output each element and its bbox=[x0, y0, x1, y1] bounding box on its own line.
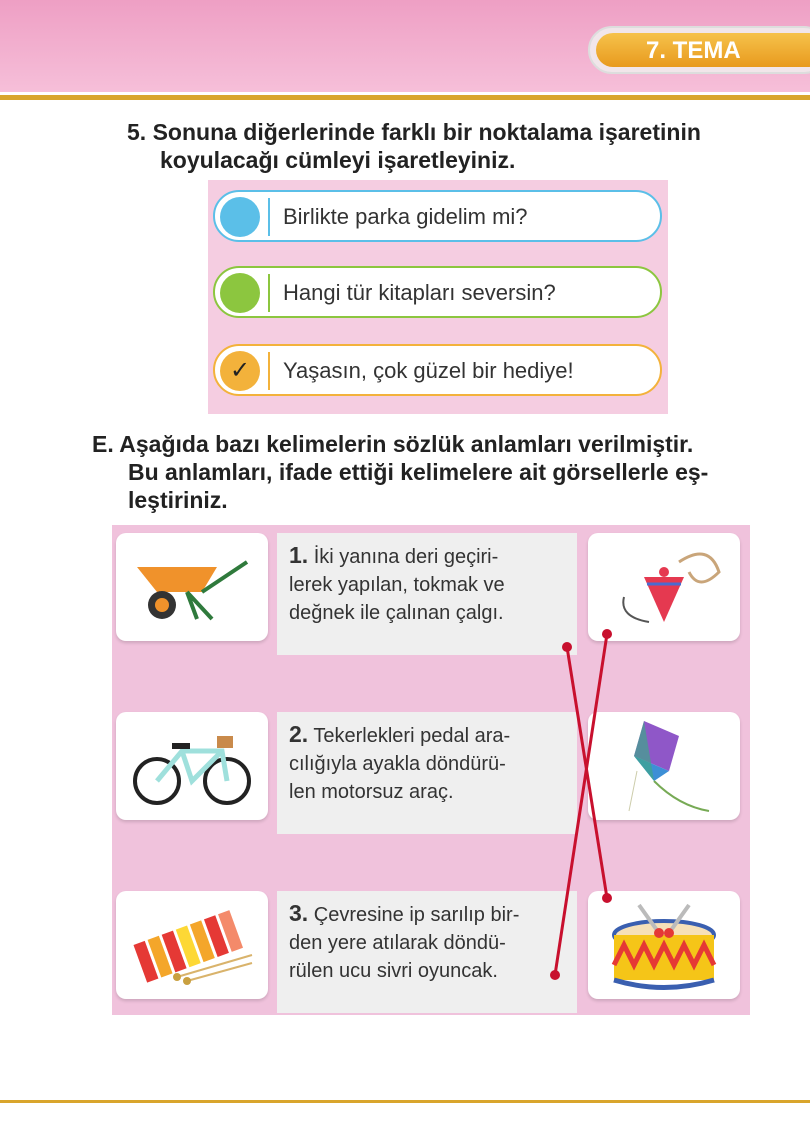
question-text: leştiriniz. bbox=[128, 487, 228, 513]
header-divider bbox=[0, 95, 810, 100]
match-dot bbox=[562, 642, 572, 652]
options-panel bbox=[208, 180, 668, 414]
option-text: Hangi tür kitapları seversin? bbox=[283, 280, 556, 305]
definition-line: değnek ile çalınan çalgı. bbox=[289, 602, 504, 624]
match-line-3-top bbox=[555, 634, 607, 975]
matching-panel bbox=[112, 525, 750, 1015]
question-text: Aşağıda bazı kelimelerin sözlük anlamları verilmiştir. bbox=[119, 431, 694, 457]
match-dot bbox=[602, 893, 612, 903]
match-dot bbox=[550, 970, 560, 980]
definition-number: 2. bbox=[289, 721, 309, 747]
option-3[interactable] bbox=[213, 344, 662, 396]
match-lines bbox=[112, 525, 750, 1015]
question-e bbox=[92, 430, 708, 514]
definition-line: cılığıyla ayakla döndürü- bbox=[289, 753, 506, 775]
definition-line: len motorsuz araç. bbox=[289, 781, 454, 803]
match-dot bbox=[602, 629, 612, 639]
definition-number: 3. bbox=[289, 900, 309, 926]
question-text: Bu anlamları, ifade ettiği kelimelere ait görsellerle eş- bbox=[128, 459, 709, 485]
option-1[interactable] bbox=[213, 190, 662, 242]
question-label: E. bbox=[92, 431, 114, 457]
definition-line: Tekerlekleri pedal ara- bbox=[313, 725, 511, 747]
option-text: Yaşasın, çok güzel bir hediye! bbox=[283, 358, 574, 383]
definition-number: 1. bbox=[289, 542, 309, 568]
definition-line: rülen ucu sivri oyuncak. bbox=[289, 960, 498, 982]
definition-line: lerek yapılan, tokmak ve bbox=[289, 574, 505, 596]
option-2[interactable] bbox=[213, 266, 662, 318]
definition-line: Çevresine ip sarılıp bir- bbox=[313, 904, 520, 926]
radio-circle[interactable] bbox=[220, 273, 260, 313]
question-number: 5. bbox=[127, 119, 147, 145]
radio-circle[interactable] bbox=[220, 197, 260, 237]
question-text: koyulacağı cümleyi işaretleyiniz. bbox=[160, 147, 516, 173]
theme-label: 7. TEMA bbox=[596, 33, 810, 67]
definition-line: den yere atılarak döndü- bbox=[289, 932, 506, 954]
question-5 bbox=[127, 118, 701, 174]
theme-badge bbox=[588, 26, 810, 74]
question-text: Sonuna diğerlerinde farklı bir noktalama işaretinin bbox=[152, 119, 701, 145]
definition-line: İki yanına deri geçiri- bbox=[313, 546, 499, 568]
check-icon[interactable]: ✓ bbox=[220, 351, 260, 391]
footer-divider bbox=[0, 1100, 810, 1103]
option-text: Birlikte parka gidelim mi? bbox=[283, 204, 528, 229]
